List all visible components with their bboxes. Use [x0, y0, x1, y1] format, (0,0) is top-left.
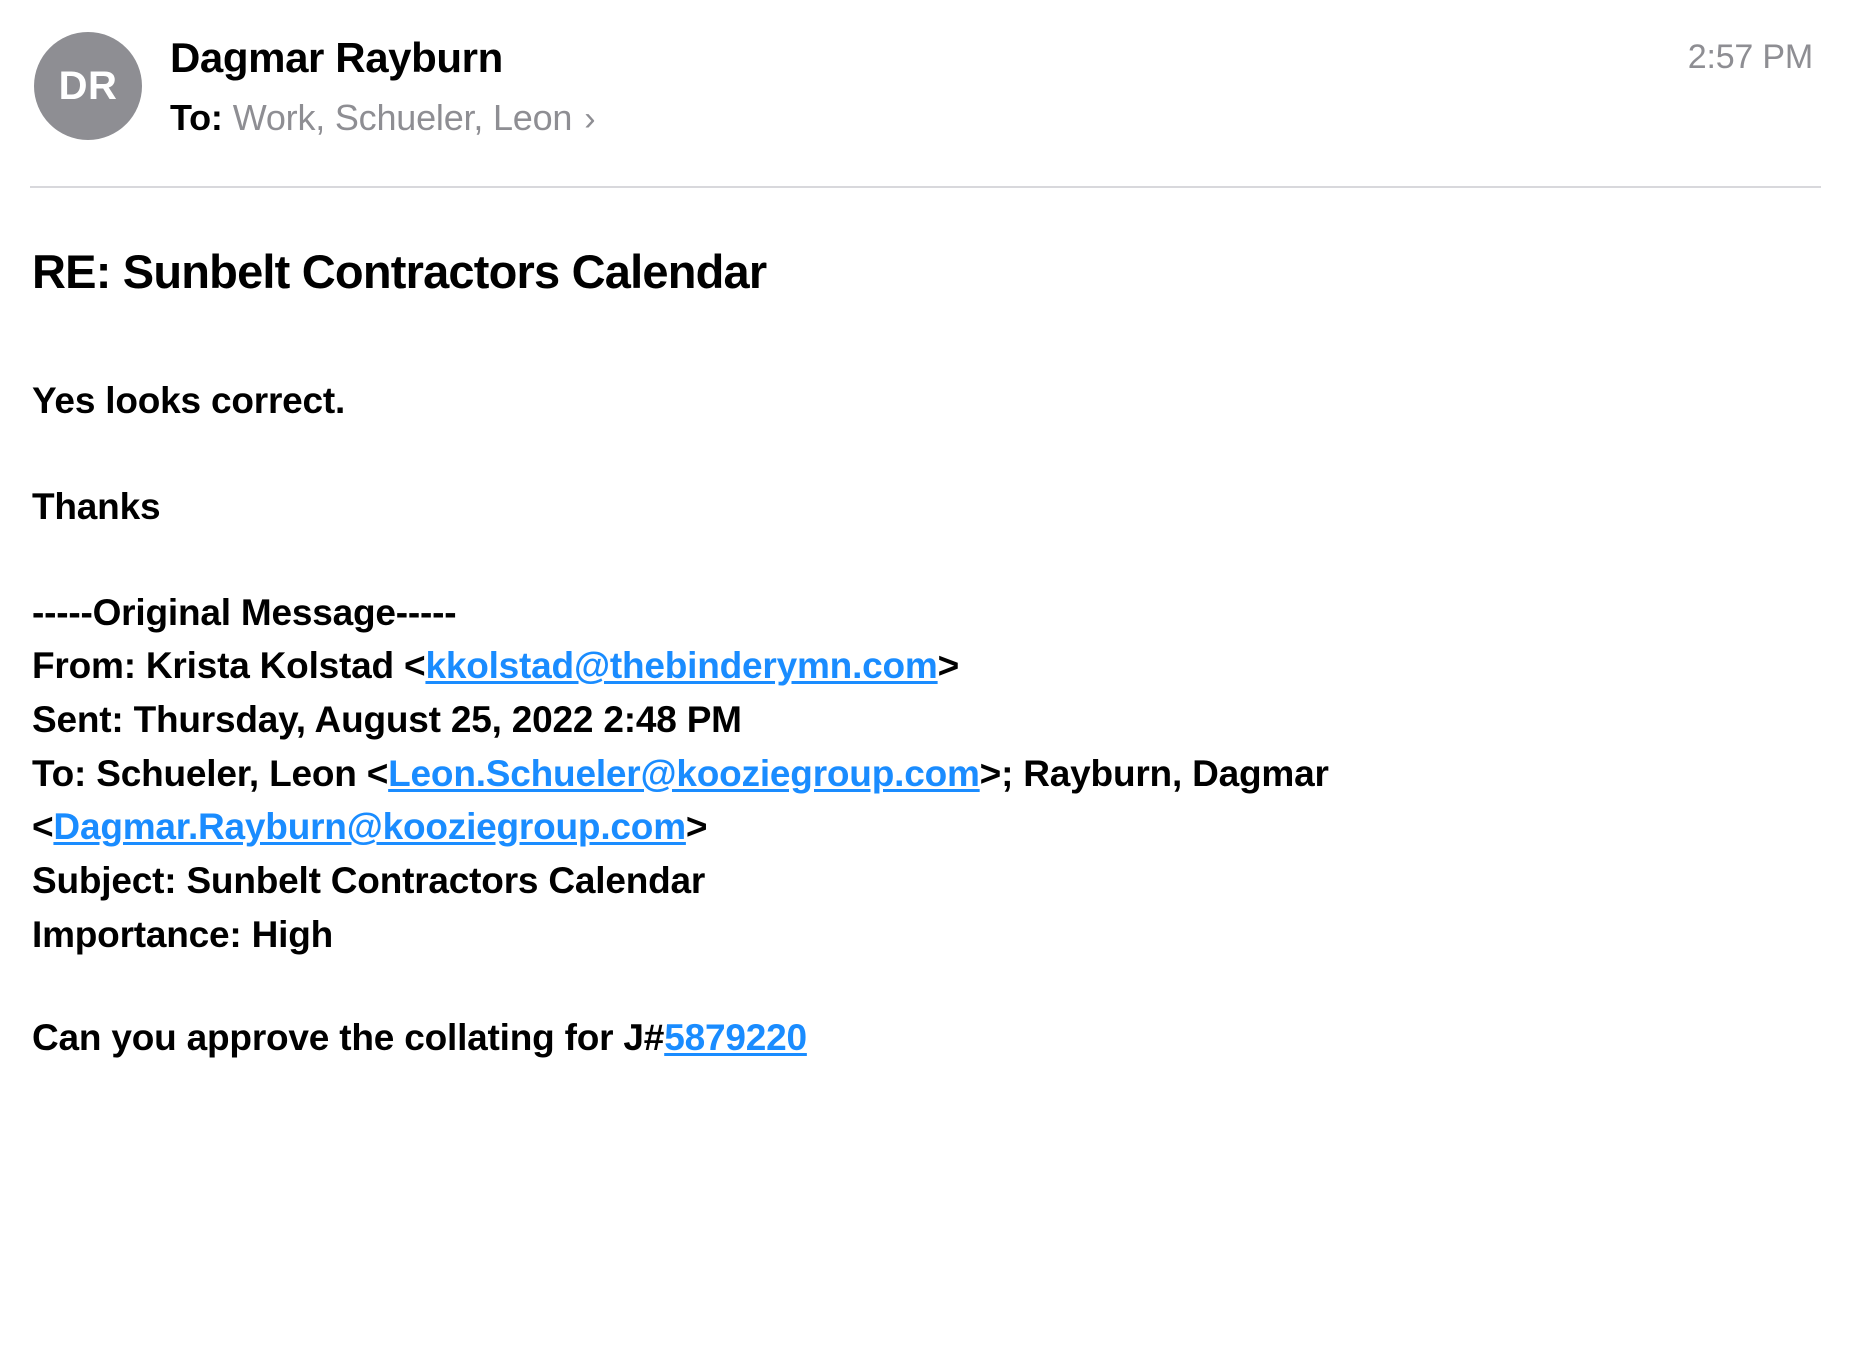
email-body: [0, 188, 1849, 1065]
avatar: DR: [34, 32, 142, 140]
from-email-link[interactable]: kkolstad@thebinderymn.com: [425, 645, 938, 687]
quoted-subject-line: Subject: Sunbelt Contractors Calendar: [32, 859, 706, 901]
chevron-right-icon[interactable]: ›: [584, 100, 596, 139]
reply-line-1: Yes looks correct.: [32, 380, 346, 422]
job-number-link[interactable]: 5879220: [664, 1017, 807, 1059]
to-email-link-1[interactable]: Leon.Schueler@kooziegroup.com: [388, 752, 980, 794]
quoted-original-message: [32, 586, 1809, 961]
from-label: From: Krista Kolstad <: [32, 645, 426, 687]
email-header: [0, 0, 1849, 186]
quoted-importance-line: Importance: High: [32, 913, 334, 955]
email-header-text: [170, 28, 1813, 140]
approval-request-line: [32, 1011, 1809, 1065]
quoted-from-line: [32, 639, 1809, 693]
recipient-list: Work, Schueler, Leon: [232, 97, 573, 139]
original-message-divider: -----Original Message-----: [32, 591, 457, 633]
from-close: >: [937, 645, 960, 687]
subject-title: RE: Sunbelt Contractors Calendar: [32, 245, 767, 298]
to-mid: >; Rayburn, Dagmar <: [32, 752, 1329, 848]
quoted-sent-line: Sent: Thursday, August 25, 2022 2:48 PM: [32, 698, 742, 740]
approval-request-prefix: Can you approve the collating for J#: [32, 1017, 665, 1059]
reply-line-2: Thanks: [32, 486, 161, 528]
recipients-row[interactable]: [170, 96, 1813, 140]
to-prefix: To: Schueler, Leon <: [32, 752, 389, 794]
quoted-to-line: [32, 747, 1809, 854]
sender-name: Dagmar Rayburn: [170, 34, 503, 81]
to-close: >: [685, 806, 708, 848]
timestamp: 2:57 PM: [1687, 38, 1813, 76]
to-label: To:: [170, 97, 223, 139]
to-email-link-2[interactable]: Dagmar.Rayburn@kooziegroup.com: [53, 806, 686, 848]
